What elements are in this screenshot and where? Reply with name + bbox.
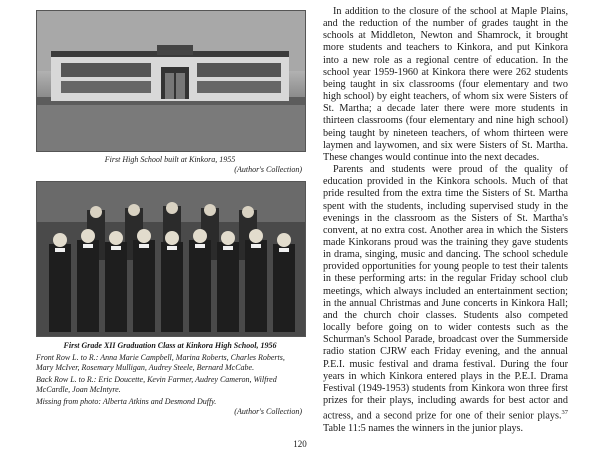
back-row-names: Back Row L. to R.: Eric Doucette, Kevin Farmer, Audrey Cameron, Wilfred McCardle, Joan McIntyre. — [36, 375, 277, 394]
body-paragraph-2-tail: Table 11:5 names the winners in the junior plays. — [323, 422, 524, 434]
right-column — [323, 6, 568, 435]
left-column — [36, 10, 304, 417]
photo1-caption: First High School built at Kinkora, 1955 — [104, 155, 236, 164]
graduation-class-photo — [36, 181, 306, 337]
photo2-title: First Grade XII Graduation Class at Kinkora High School, 1956 — [63, 341, 277, 350]
school-building-photo — [36, 10, 306, 152]
page-number: 120 — [293, 439, 307, 449]
graduation-class-illustration — [37, 182, 305, 336]
photo2-credit: (Author's Collection) — [234, 407, 302, 416]
photo1-credit: (Author's Collection) — [234, 165, 302, 174]
school-building-illustration — [37, 11, 305, 151]
footnote-reference: 37 — [561, 409, 568, 417]
missing-names: Missing from photo: Alberta Atkins and Desmond Duffy. — [36, 397, 217, 406]
photo2-names — [36, 353, 304, 417]
front-row-names: Front Row L. to R.: Anna Marie Campbell, Marina Roberts, Charles Roberts, Mary McIver, Rosemary Mulligan, Audrey Steele, Bernard McCabe. — [36, 353, 285, 372]
body-paragraph-2 — [323, 164, 568, 435]
body-paragraph-2-text: Parents and students were proud of the quality of education provided in the Kinkora schools. Much of that pride resulted from the extra time the Sisters of St. Martha spent with the students, including supervised study in the evenings in the classroom as the Sisters of St. Martha's convent, at no extra cost. Another area in which the Sisters made Kinkorans proud was the training they gave students in drama, singing, music and dancing. The school schedule provided opportunities for young people to test their talents in these performing arts: in the regular Friday school club meetings, which always included an entertainment section; in the annual Christmas and June concerts in Kinkora Hall; and the church choir classes. Students also competed locally before going on to wider contests such as the Schurman's School Parade, broadcast over the Summerside radio station CJRW each Friday evening, and the annual P.E.I. music festival and drama festival. During the four years in which Kinkora entered plays in the P.E.I. Drama Festival (1949-1953) students from Kinkora won three first prizes for their plays, including awards for best actor and actress, and a second prize for one of their senior plays. — [323, 164, 568, 422]
body-paragraph-1: In addition to the closure of the school at Maple Plains, and the reduction of the number of grades taught in the schools at Middleton, Newton and Shamrock, it brought more students and teachers to Kinkora, and put Kinkora into a new role as a regional centre of education. In the school year 1959-1960 at Kinkora there were 262 students being taught in six classrooms (four elementary and two high school) by eight teachers, of whom six were Sisters of St. Martha; a decade later there were more students in thirteen classrooms (four elementary and nine high school) being taught by nineteen teachers, of whom thirteen were laymen and laywomen, and six were Sisters of St. Martha. These changes would continue into the next decades. — [323, 6, 568, 163]
